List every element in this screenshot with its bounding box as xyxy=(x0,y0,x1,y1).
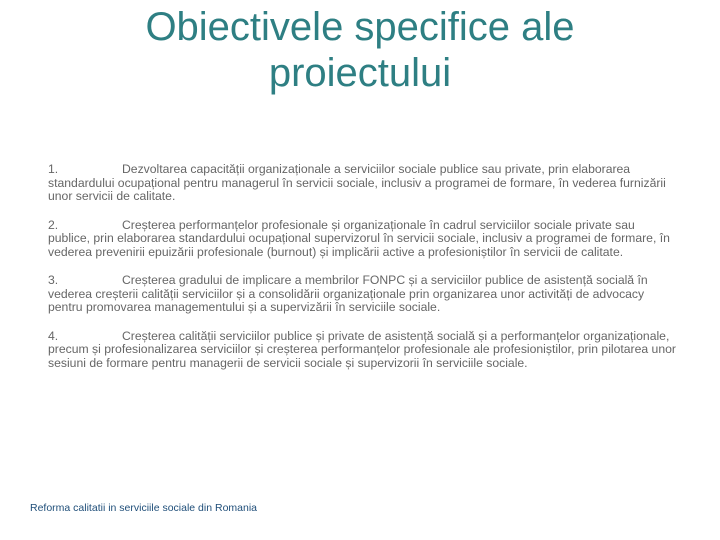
objective-text: Creșterea calității serviciilor publice și private de asistență socială și a performanțelor organizaționale, precum și profesionalizarea serviciilor și creșterea performanțelor profesionale ale profesioniștilor, prin pilotarea unor sesiuni de formare pentru managerii de servicii sociale și supervizorii în serviciile sociale. xyxy=(48,328,676,370)
slide-footer: Reforma calitatii in serviciile sociale din Romania xyxy=(30,502,258,514)
objective-number: 2. xyxy=(48,217,59,232)
objective-number: 4. xyxy=(48,328,59,343)
objective-text: Creșterea gradului de implicare a membrilor FONPC și a serviciilor publice de asistență socială în vederea creșterii calității serviciilor și a consolidării organizaționale prin organizarea unor activități de advocacy pentru promovarea managementului și a supervizării în serviciile sociale. xyxy=(48,273,648,314)
objective-item xyxy=(48,163,678,204)
objectives-list xyxy=(48,163,678,385)
objective-text: Dezvoltarea capacității organizaționale a serviciilor sociale publice sau private, prin elaborarea standardului ocupațional pentru managerul în servicii sociale, inclusiv a programei de formare, în vederea furnizării unor servicii de calitate. xyxy=(48,162,666,203)
objective-item xyxy=(48,274,678,315)
objective-number: 1. xyxy=(48,162,59,176)
objective-item xyxy=(48,330,678,371)
objective-text: Creșterea performanțelor profesionale și organizaționale în cadrul serviciilor sociale private sau publice, prin elaborarea standardului ocupațional supervizorul în servicii sociale, inclusiv a programei de formare, în vederea prevenirii epuizării profesionale (burnout) și implicării active a profesioniștilor în servicii de calitate. xyxy=(48,217,670,259)
slide-title xyxy=(60,4,660,96)
title-line-2: proiectului xyxy=(268,51,452,95)
title-line-1: Obiectivele specifice ale xyxy=(145,5,575,49)
objective-number: 3. xyxy=(48,273,59,287)
objective-item xyxy=(48,219,678,260)
